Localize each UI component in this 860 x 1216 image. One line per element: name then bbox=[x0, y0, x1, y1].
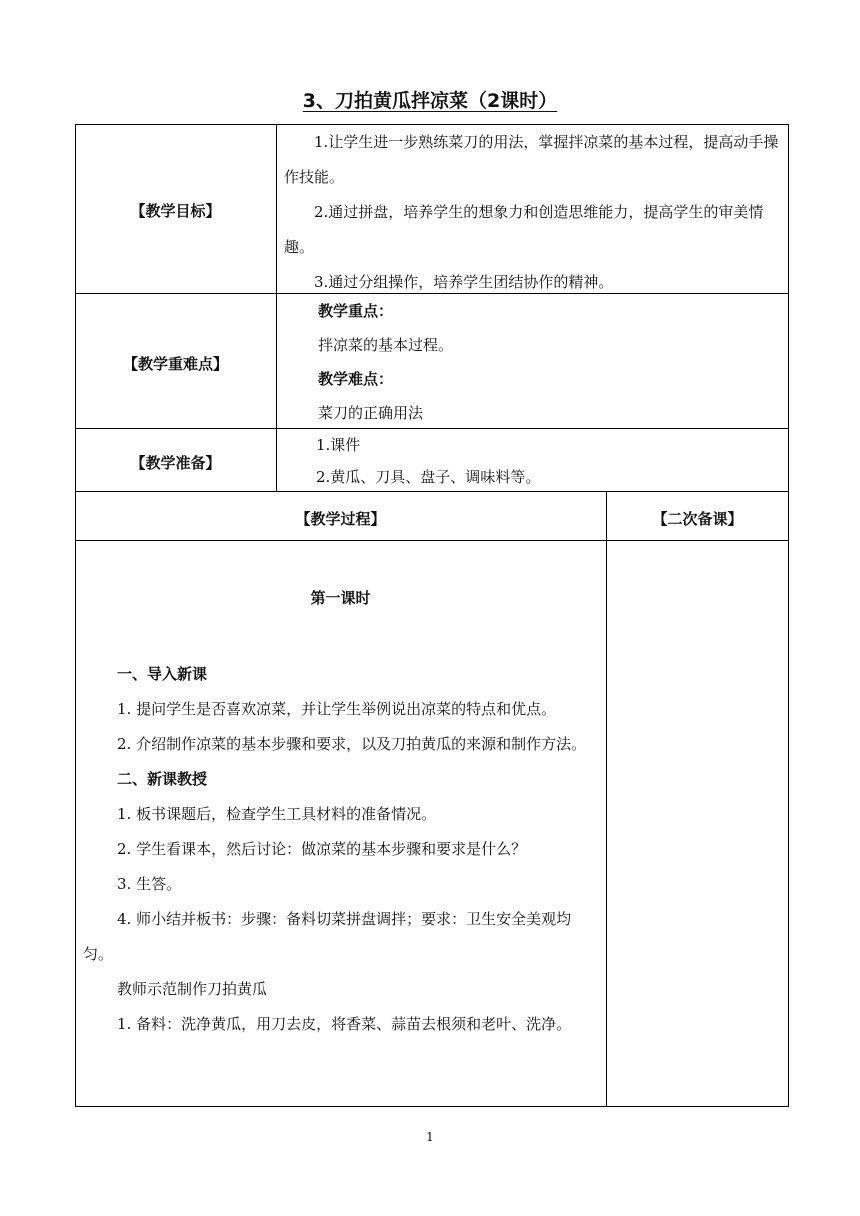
goal-item: 2.通过拼盘，培养学生的想象力和创造思维能力，提高学生的审美情趣。 bbox=[284, 203, 764, 256]
goals-content bbox=[284, 125, 784, 300]
process-header: 【教学过程】 bbox=[295, 510, 386, 528]
difficult-point-text: 菜刀的正确用法 bbox=[318, 404, 424, 422]
page-number: 1 bbox=[426, 1130, 434, 1144]
column-divider bbox=[606, 491, 607, 1107]
list-item: 1. 提问学生是否喜欢凉菜，并让学生举例说出凉菜的特点和优点。 bbox=[117, 700, 557, 718]
list-item: 4. 师小结并板书：步骤：备料切菜拼盘调拌；要求：卫生安全美观均匀。 bbox=[83, 910, 572, 963]
column-divider bbox=[276, 124, 277, 491]
lesson-title: 第一课时 bbox=[310, 589, 371, 607]
list-item: 1. 板书课题后，检查学生工具材料的准备情况。 bbox=[117, 805, 437, 823]
section-heading: 二、新课教授 bbox=[117, 770, 208, 788]
key-point-title: 教学重点： bbox=[318, 302, 394, 320]
key-points-label: 【教学重难点】 bbox=[122, 355, 228, 373]
row-divider bbox=[75, 428, 789, 429]
preparation-item: 2.黄瓜、刀具、盘子、调味料等。 bbox=[316, 468, 541, 486]
difficult-point-title: 教学难点： bbox=[318, 370, 394, 388]
preparation-item: 1.课件 bbox=[316, 436, 361, 454]
goal-item: 1.让学生进一步熟练菜刀的用法，掌握拌凉菜的基本过程，提高动手操作技能。 bbox=[284, 133, 779, 186]
list-item: 1. 备料：洗净黄瓜，用刀去皮，将香菜、蒜苗去根须和老叶、洗净。 bbox=[117, 1015, 572, 1033]
list-item: 3. 生答。 bbox=[117, 875, 182, 893]
key-point-text: 拌凉菜的基本过程。 bbox=[318, 336, 454, 354]
preparation-label: 【教学准备】 bbox=[130, 454, 221, 472]
goal-item: 3.通过分组操作，培养学生团结协作的精神。 bbox=[314, 273, 614, 291]
list-item: 2. 介绍制作凉菜的基本步骤和要求，以及刀拍黄瓜的来源和制作方法。 bbox=[117, 735, 587, 753]
row-divider bbox=[75, 540, 789, 541]
process-content bbox=[83, 657, 598, 1042]
goals-label: 【教学目标】 bbox=[130, 202, 221, 220]
section-heading: 一、导入新课 bbox=[117, 665, 208, 683]
second-prep-header: 【二次备课】 bbox=[652, 510, 743, 528]
page-title: 3、刀拍黄瓜拌凉菜（2课时） bbox=[302, 90, 558, 112]
list-item: 2. 学生看课本，然后讨论：做凉菜的基本步骤和要求是什么？ bbox=[117, 840, 527, 858]
demo-heading: 教师示范制作刀拍黄瓜 bbox=[117, 980, 268, 998]
